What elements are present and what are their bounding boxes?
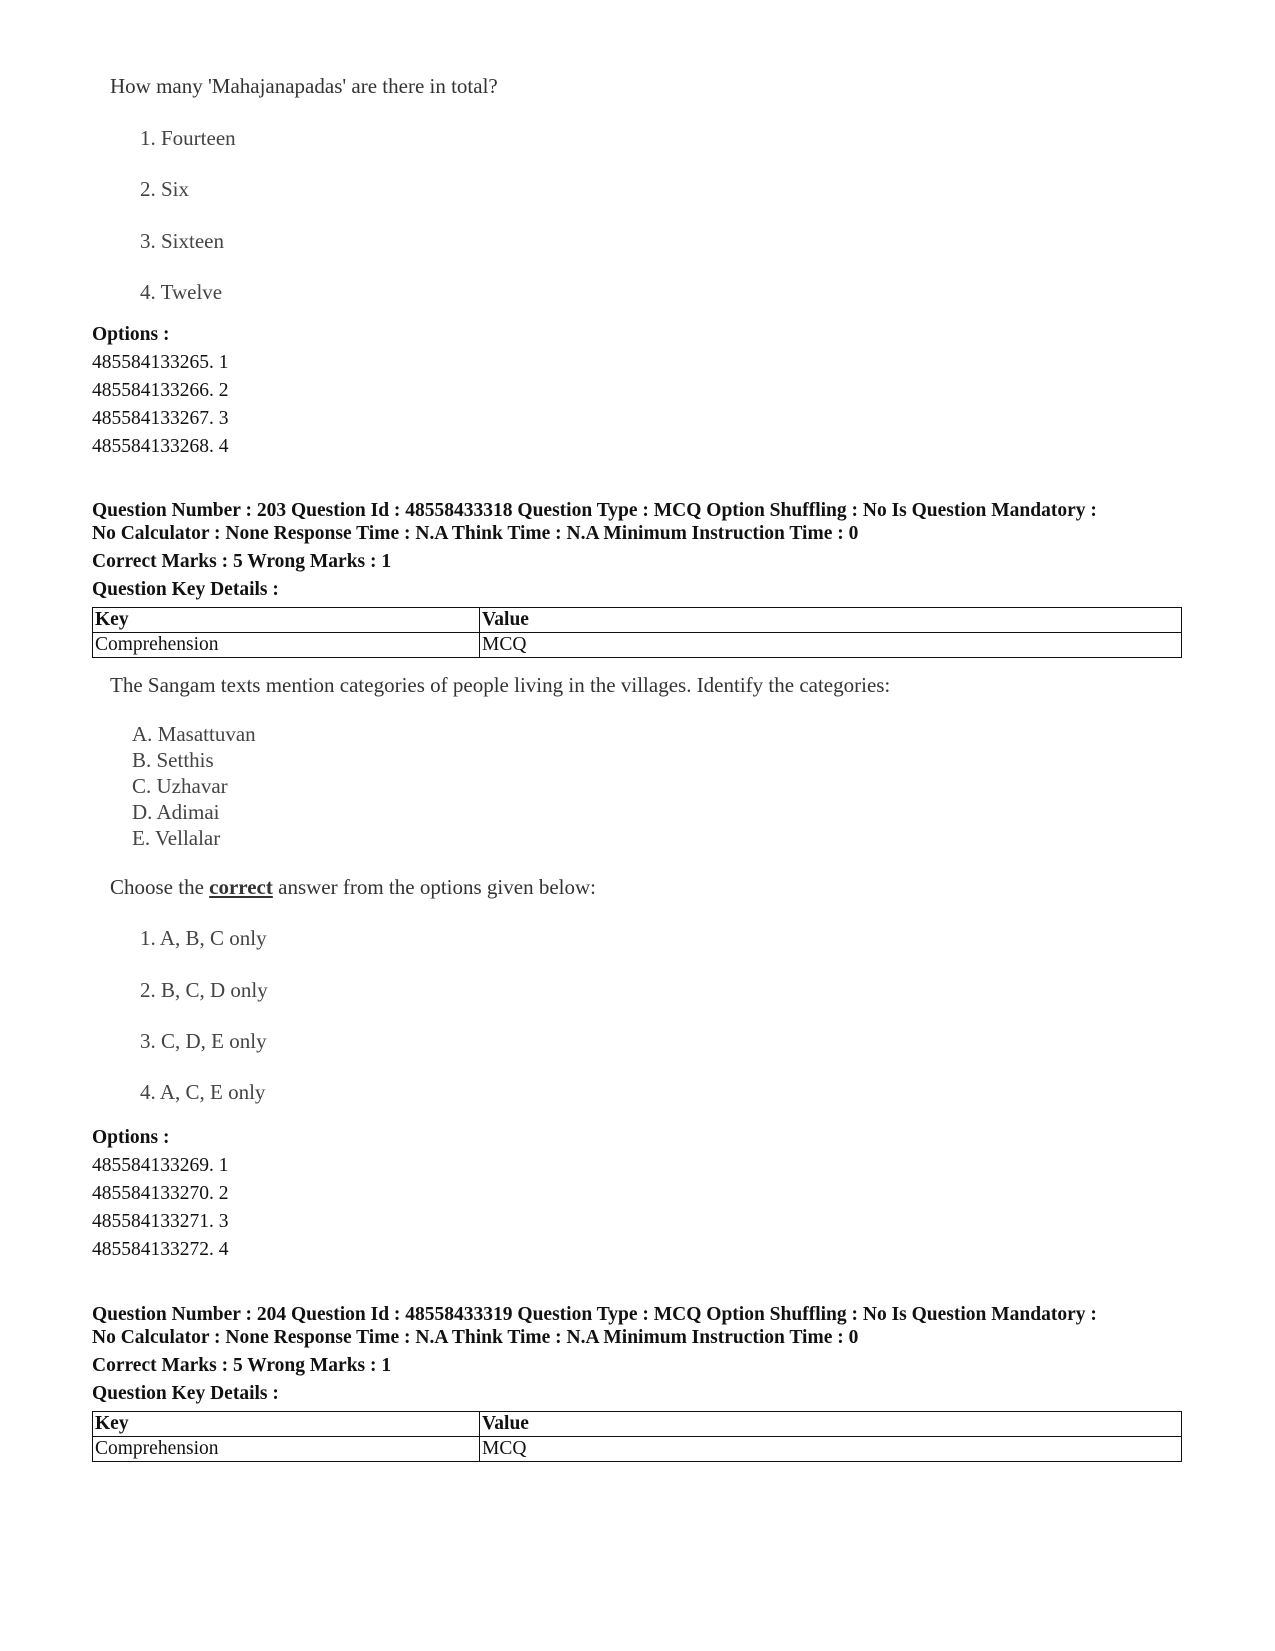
table-cell: Key <box>93 1412 480 1437</box>
table-cell: Value <box>480 608 1182 633</box>
option-id: 485584133272. 4 <box>92 1239 229 1260</box>
choice-item: 4. Twelve <box>140 280 223 304</box>
instruction-prefix: Choose the <box>110 875 210 899</box>
question-header-line: No Calculator : None Response Time : N.A Think Time : N.A Minimum Instruction Time : 0 <box>92 1327 859 1348</box>
option-id: 485584133265. 1 <box>92 352 229 373</box>
choice-item: 2. Six <box>140 177 190 201</box>
table-row <box>93 1412 1182 1437</box>
choice-item: 3. Sixteen <box>140 229 224 253</box>
table-cell: MCQ <box>480 1437 1182 1462</box>
option-id: 485584133266. 2 <box>92 380 229 401</box>
table-cell: Key <box>93 608 480 633</box>
choice-item: 1. Fourteen <box>140 126 236 150</box>
instruction-suffix: answer from the options given below: <box>272 875 596 899</box>
instruction-text <box>110 875 596 900</box>
marks-line: Correct Marks : 5 Wrong Marks : 1 <box>92 551 392 572</box>
option-id: 485584133271. 3 <box>92 1211 229 1232</box>
question-header-line: No Calculator : None Response Time : N.A Think Time : N.A Minimum Instruction Time : 0 <box>92 523 859 544</box>
statement-item: B. Setthis <box>132 748 214 772</box>
choice-item: 1. A, B, C only <box>140 926 267 950</box>
question-text: The Sangam texts mention categories of people living in the villages. Identify the categories: <box>110 673 891 697</box>
statement-item: A. Masattuvan <box>132 722 256 746</box>
option-id: 485584133267. 3 <box>92 408 229 429</box>
statement-item: D. Adimai <box>132 800 220 824</box>
key-details-table <box>92 607 1182 658</box>
table-row <box>93 1437 1182 1462</box>
key-details-label: Question Key Details : <box>92 1383 279 1404</box>
question-header-line: Question Number : 204 Question Id : 48558433319 Question Type : MCQ Option Shuffling : No Is Question Mandatory : <box>92 1304 1097 1325</box>
options-label: Options : <box>92 324 170 345</box>
key-details-label: Question Key Details : <box>92 579 279 600</box>
table-cell: MCQ <box>480 633 1182 658</box>
table-cell: Comprehension <box>93 633 480 658</box>
options-label: Options : <box>92 1127 170 1148</box>
statement-item: E. Vellalar <box>132 826 221 850</box>
question-header-line: Question Number : 203 Question Id : 48558433318 Question Type : MCQ Option Shuffling : No Is Question Mandatory : <box>92 500 1097 521</box>
instruction-emphasis: correct <box>209 875 273 899</box>
option-id: 485584133270. 2 <box>92 1183 229 1204</box>
marks-line: Correct Marks : 5 Wrong Marks : 1 <box>92 1355 392 1376</box>
option-id: 485584133268. 4 <box>92 436 229 457</box>
option-id: 485584133269. 1 <box>92 1155 229 1176</box>
question-text: How many 'Mahajanapadas' are there in total? <box>110 74 498 98</box>
table-row <box>93 633 1182 658</box>
table-row <box>93 608 1182 633</box>
table-cell: Comprehension <box>93 1437 480 1462</box>
table-cell: Value <box>480 1412 1182 1437</box>
choice-item: 2. B, C, D only <box>140 978 268 1002</box>
choice-item: 4. A, C, E only <box>140 1080 266 1104</box>
choice-item: 3. C, D, E only <box>140 1029 267 1053</box>
statement-item: C. Uzhavar <box>132 774 228 798</box>
key-details-table <box>92 1411 1182 1462</box>
